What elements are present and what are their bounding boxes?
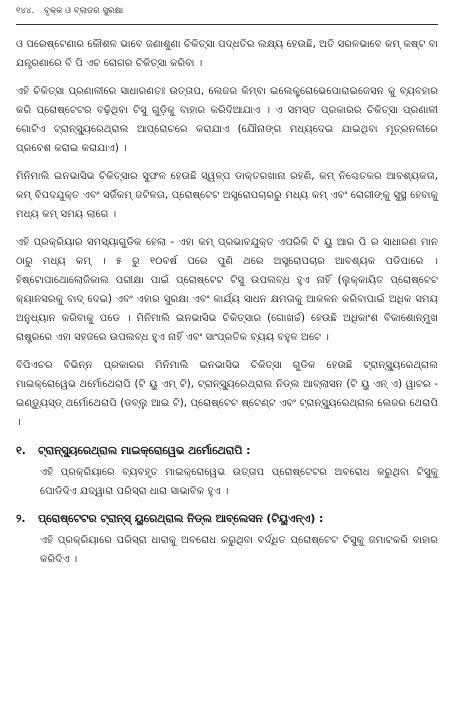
running-header: [16, 0, 438, 25]
section-heading: [16, 509, 438, 529]
section-title: ଟ୍ରାନ୍ସ୍ୟୁରେଥ୍ରାଲ ମାଇକ୍ରୋୱେଭ ଥର୍ମୋଥେରାପି :: [38, 444, 251, 457]
paragraph: ମିନିମାଲି ଇନଭାସିଭ ଚିକିତ୍ସାର ସୁଫଳ ହେଉଛି ସ୍ୱଳ୍ପ ଡାକ୍ତରଖାନା ରହଣି, କମ୍ ନିଶ୍ଚେତକର ଆବଶ୍ୟକତା, କମ୍ ବିପଦଯୁକ୍ତ ଏବଂ ସର୍ଜିକମ୍ ଜଟିଳତା, ପ୍ରୋଷ୍ଟେଟ ଅସ୍ତ୍ରୋପଚାରରୁ ମଧ୍ୟ କମ୍ ଏବଂ ରୋଗୀଙ୍କୁ ସୁସ୍ଥ ହେବାକୁ ମଧ୍ୟ କମ୍ ସମୟ ଲାଗେ ।: [16, 171, 438, 220]
section-number: ୧.: [16, 444, 26, 457]
paragraph: ବିପିଏଚର ବିଭିନ୍ନ ପ୍ରକାରର ମିନିମାଲି ଇନଭାସିଭ ଚିକିତ୍ସା ଗୁଡିକ ହେଉଛି ଟ୍ରାନ୍ସ୍ୟୁରେଥ୍ରାଲ ମାଇକ୍ରୋୱେଭ ଥର୍ମୋଥେରାପି (ଟି ୟୁ ଏମ୍ ଟି), ଟ୍ରାନ୍ସ୍ୟୁରେଥ୍ରାଲ ନିଡ୍ଲ ଆବ୍ଲାସନ (ଟି ୟୁ ଏନ୍ ଏ) ୱାଟର - ଇଣ୍ଡ୍ୟୁସ୍ଡ୍ ଥର୍ମୋଥେରାପି (ଡବ୍ଲୁ ଆଇ ଟି), ପ୍ରୋଷ୍ଟେଟ ଷ୍ଟେଣ୍ଟ ଏବଂ ଟ୍ରାନ୍ସ୍ୟୁରେଥ୍ରାଲ ଲେଜର ଥେରାପି ।: [16, 360, 438, 428]
page-number: ୧୪୪.: [16, 6, 35, 16]
section-text: ଏହି ପ୍ରକ୍ରିୟାରେ ବ୍ୟବହୃତ ମାଇକ୍ରୋୱେଭ ଉତ୍ତାପ ପ୍ରୋଷ୍ଟେଟର ଅବରୋଧ କରୁଥିବା ଟିସୁକୁ ପୋଡିଦିଏ ଯଦ୍ୱାରା ପରିସ୍ରା ଧାରା ସାଭାବିକ ହୁଏ ।: [40, 467, 438, 497]
section-heading: [16, 441, 438, 461]
paragraph: ଏହି ପ୍ରକ୍ରିୟାର ସମସ୍ୟାଗୁଡିକ ହେଲା - ଏହା କମ୍ ପ୍ରଭାବଯୁକ୍ତ ଏପରିକି ଟି ୟୁ ଆର ପି ର ସାଧାରଣ ମାନ ଠାରୁ ମଧ୍ୟ କମ୍ । ୫ ରୁ ୧୦ବର୍ଷ ପରେ ପୁଣି ଥରେ ଅସ୍ତ୍ରୋପଚାର ଆବଶ୍ୟକ ପଡିପାରେ । ହିଷ୍ଟୋପାଥୋଲୋଜିକାଲ ପରୀକ୍ଷା ପାଇଁ ପ୍ରୋଷ୍ଟେଟ ଟିସୁ ଉପଲବ୍ଧ ହୁଏ ନାହିଁ (ଲୁକ୍କାୟିତ ପ୍ରୋଷ୍ଟେଟ କ୍ୟାନସରକୁ ବାଦ୍ ଦେଇ) ଏବଂ ଏହାର ସୁରକ୍ଷା ଏବଂ କାର୍ଯ୍ୟ ସାଧନ କ୍ଷମତାକୁ ଆକଳନ କରିବାପାଇଁ ଅଧିକ ସମୟ ଅନୁଧ୍ୟାନ କରିବାକୁ ପଡେ । ମିନିମାଲି ଇନଭାସିଭ ଚିକିତ୍ସାର (ଗୋଖର୍ଚ୍ଚ) ହେଉଛି ଅଧିକାଂଶ ବିକାଶୋନ୍ମୁଖ ରାଷ୍ଟ୍ରରେ ଏହା ସହଜରେ ଉପଲବ୍ଧ ହୁଏ ନାହିଁ ଏବଂ ସାଂପ୍ରତିକ ବ୍ୟୟ ବହୁଳ ଅଟେ ।: [16, 237, 438, 343]
section-text: ଏହି ପ୍ରକ୍ରିୟାରେ ପରିସ୍ରା ଧାରାକୁ ଅବରୋଧ କରୁଥିବା ବର୍ଦ୍ଧିତ ପ୍ରୋଷ୍ଟେଟ ଟିସୁକୁ ଜମାଟକରି ବାହାର କରିଦିଏ ।: [40, 535, 438, 565]
paragraph: ଓ ପରେଷ୍ଟେଣାର କୌଶଳ ଭାବେ ଜଣାଶୁଣା ଚିକିତ୍ସା ପଦ୍ଧତିର ଲକ୍ଷ୍ୟ ହେଉଛି, ଅତି ସରଳଭାବେ କମ୍ କଷ୍ଟ ବା ଯନ୍ତ୍ରଣାରେ ବି ପି ଏଚ ରୋଗର ଚିକିତ୍ସା କରିବା ।: [16, 39, 438, 69]
paragraph: ଏହି ଚିକିତ୍ସା ପ୍ରଣାଳୀରେ ସାଧାରଣତଃ ଉତ୍ତାପ, ଲେଜର କିମ୍ବା ଇଲେକ୍ଟ୍ରୋଭେପୋରାଇଜେସନ କୁ ବ୍ୟବହାର କରି ପ୍ରୋଷ୍ଟେଟର ବଢ଼ିଥିବା ଟିସୁ ଗୁଡ଼ିକୁ ବାହାର କରିଦିଆଯାଏ । ଏ ସମସ୍ତ ପ୍ରକାରର ଚିକିତ୍ସା ପ୍ରଣାଳୀ ଗୋଟିଏ ଟ୍ରାନ୍ସ୍ୟୁରେଥ୍ରାଲ ଆପ୍ରୋଚରେ କରାଯାଏ (ଯୌନାଙ୍ଗ ମଧ୍ୟଦେଇ ଯାଇଥିବା ମୂତ୍ରନଳୀରେ ପ୍ରବେଶ କରାଇ କରାଯାଏ) ।: [16, 86, 438, 154]
running-title: ବୃକ୍କ ଓ ବ୍ଲାଡର ସୁରକ୍ଷା: [44, 6, 124, 16]
section-number: ୨.: [16, 512, 26, 525]
page-body: [16, 25, 438, 569]
section-title: ପ୍ରୋଷ୍ଟେଟର ଟ୍ରାନ୍ସ୍ ୟୁରେଥ୍ରାଲ ନିଡ୍ଲ ଆବ୍ଲେସନ (ଟିୟୁଏନ୍ଏ) :: [38, 512, 324, 525]
